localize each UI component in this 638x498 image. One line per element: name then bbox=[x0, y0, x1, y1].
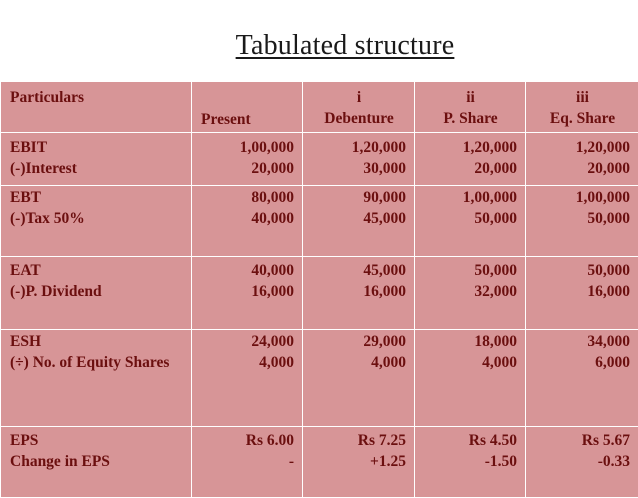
cell-present bbox=[192, 330, 303, 427]
value: 4,000 bbox=[424, 352, 517, 373]
row-sublabel: Change in EPS bbox=[10, 451, 183, 472]
value: 16,000 bbox=[312, 281, 406, 302]
cell-eqshare bbox=[526, 257, 638, 330]
cell-debenture bbox=[303, 330, 415, 427]
value: 80,000 bbox=[201, 187, 294, 208]
value: Rs 5.67 bbox=[535, 430, 630, 451]
row-sublabel: (-)Tax 50% bbox=[10, 208, 183, 229]
cell-debenture bbox=[303, 257, 415, 330]
value: 45,000 bbox=[312, 208, 406, 229]
table-row-eat bbox=[1, 257, 638, 330]
cell-debenture bbox=[303, 133, 415, 186]
value: 1,00,000 bbox=[201, 137, 294, 158]
value: +1.25 bbox=[312, 451, 406, 472]
value: 50,000 bbox=[535, 260, 630, 281]
value: Rs 7.25 bbox=[312, 430, 406, 451]
cell-pshare bbox=[415, 427, 526, 498]
header-particulars: Particulars bbox=[1, 82, 192, 133]
cell-pshare bbox=[415, 330, 526, 427]
value: 1,00,000 bbox=[424, 187, 517, 208]
eps-table-wrapper bbox=[0, 81, 638, 498]
value: Rs 6.00 bbox=[201, 430, 294, 451]
value: 16,000 bbox=[535, 281, 630, 302]
table-row-esh bbox=[1, 330, 638, 427]
header-eqshare bbox=[526, 82, 638, 133]
value: - bbox=[201, 451, 294, 472]
value: 20,000 bbox=[201, 158, 294, 179]
row-label: EAT bbox=[10, 260, 183, 281]
value: 20,000 bbox=[424, 158, 517, 179]
value: 40,000 bbox=[201, 208, 294, 229]
row-label-cell bbox=[1, 257, 192, 330]
row-label: ESH bbox=[10, 331, 183, 352]
value: 1,20,000 bbox=[424, 137, 517, 158]
value: 50,000 bbox=[535, 208, 630, 229]
cell-eqshare bbox=[526, 330, 638, 427]
cell-present bbox=[192, 133, 303, 186]
row-label: EBT bbox=[10, 187, 183, 208]
value: 18,000 bbox=[424, 331, 517, 352]
cell-debenture bbox=[303, 186, 415, 257]
value: 34,000 bbox=[535, 331, 630, 352]
value: 45,000 bbox=[312, 260, 406, 281]
row-sublabel: (-)P. Dividend bbox=[10, 281, 183, 302]
header-present: Present bbox=[192, 82, 303, 133]
header-col-ii-label: P. Share bbox=[424, 108, 517, 129]
row-sublabel: (-)Interest bbox=[10, 158, 183, 179]
value: 24,000 bbox=[201, 331, 294, 352]
value: 16,000 bbox=[201, 281, 294, 302]
value: -0.33 bbox=[535, 451, 630, 472]
table-row-eps bbox=[1, 427, 638, 498]
row-label-cell bbox=[1, 330, 192, 427]
value: 29,000 bbox=[312, 331, 406, 352]
cell-eqshare bbox=[526, 427, 638, 498]
value: 32,000 bbox=[424, 281, 517, 302]
cell-present bbox=[192, 427, 303, 498]
cell-pshare bbox=[415, 133, 526, 186]
row-label-cell bbox=[1, 186, 192, 257]
value: 1,20,000 bbox=[312, 137, 406, 158]
value: 4,000 bbox=[201, 352, 294, 373]
cell-eqshare bbox=[526, 133, 638, 186]
header-col-iii-label: Eq. Share bbox=[535, 108, 630, 129]
value: Rs 4.50 bbox=[424, 430, 517, 451]
value: 30,000 bbox=[312, 158, 406, 179]
value: 40,000 bbox=[201, 260, 294, 281]
table-header-row bbox=[1, 82, 638, 133]
row-label: EPS bbox=[10, 430, 183, 451]
row-label: EBIT bbox=[10, 137, 183, 158]
cell-eqshare bbox=[526, 186, 638, 257]
value: 90,000 bbox=[312, 187, 406, 208]
row-label-cell bbox=[1, 427, 192, 498]
row-label-cell bbox=[1, 133, 192, 186]
value: 1,20,000 bbox=[535, 137, 630, 158]
header-col-ii-number: ii bbox=[424, 87, 517, 108]
value: 6,000 bbox=[535, 352, 630, 373]
value: 4,000 bbox=[312, 352, 406, 373]
cell-pshare bbox=[415, 186, 526, 257]
value: -1.50 bbox=[424, 451, 517, 472]
cell-present bbox=[192, 186, 303, 257]
header-col-iii-number: iii bbox=[535, 87, 630, 108]
header-col-i-number: i bbox=[312, 87, 406, 108]
row-sublabel: (÷) No. of Equity Shares bbox=[10, 352, 183, 373]
value: 50,000 bbox=[424, 208, 517, 229]
table-row-ebit bbox=[1, 133, 638, 186]
slide-title: Tabulated structure bbox=[0, 30, 638, 62]
table-row-ebt bbox=[1, 186, 638, 257]
eps-table bbox=[0, 81, 638, 498]
cell-present bbox=[192, 257, 303, 330]
header-pshare bbox=[415, 82, 526, 133]
cell-pshare bbox=[415, 257, 526, 330]
value: 1,00,000 bbox=[535, 187, 630, 208]
cell-debenture bbox=[303, 427, 415, 498]
header-col-i-label: Debenture bbox=[312, 108, 406, 129]
value: 50,000 bbox=[424, 260, 517, 281]
header-debenture bbox=[303, 82, 415, 133]
value: 20,000 bbox=[535, 158, 630, 179]
